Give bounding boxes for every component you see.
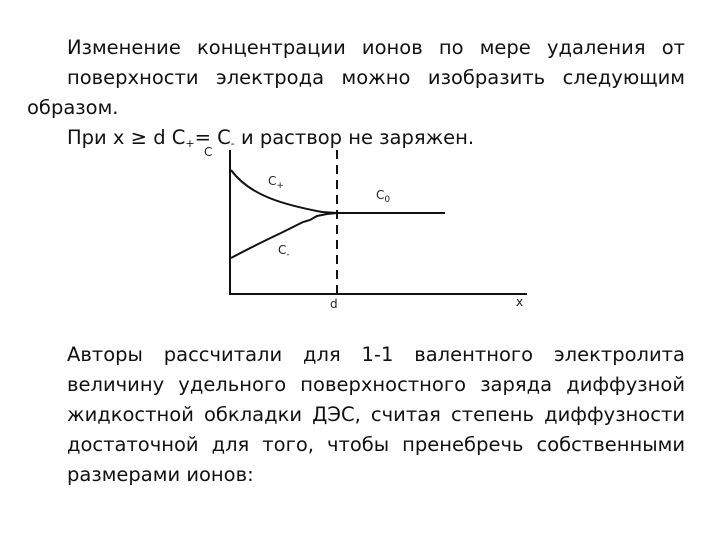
- x-axis-label: x: [516, 295, 524, 309]
- c-minus-label-main: C: [278, 243, 287, 257]
- y-axis-label: C: [204, 145, 213, 159]
- c-plus-curve: [231, 170, 337, 213]
- condition-text-c: и раствор не заряжен.: [234, 126, 475, 149]
- c-plus-label-sub: +: [276, 181, 284, 191]
- paragraph-intro-line-2: поверхности электрода можно изобразить следующим образом.: [27, 66, 685, 119]
- condition-text-b: = C: [194, 126, 231, 149]
- paragraph-authors-line-2: величину удельного поверхностного заряда диффузной: [67, 373, 685, 396]
- c-plus-label-main: C: [268, 174, 277, 188]
- condition-sub-plus: +: [185, 137, 195, 150]
- c-plus-label: [268, 174, 284, 191]
- condition-text-a: При x ≥ d C: [67, 126, 186, 149]
- c0-label-main: C: [376, 188, 385, 202]
- c-minus-label: [278, 243, 290, 260]
- c0-label-sub: 0: [384, 195, 391, 205]
- paragraph-intro-line-1: Изменение концентрации ионов по мере удаления от: [67, 36, 685, 59]
- paragraph-authors-line-4: достаточной для того, чтобы пренебречь собственными: [67, 433, 685, 456]
- c-minus-label-sub: -: [286, 250, 290, 260]
- c0-label: [376, 188, 390, 205]
- paragraph-authors-line-3: жидкостной обкладки ДЭС, считая степень диффузности: [67, 403, 685, 426]
- condition-sub-minus: -: [230, 137, 235, 150]
- paragraph-authors-line-5: размерами ионов:: [67, 463, 254, 486]
- paragraph-authors-line-1: Авторы рассчитали для 1-1 валентного электролита: [67, 343, 685, 366]
- d-label: d: [330, 297, 338, 311]
- paragraph-authors: [27, 340, 685, 490]
